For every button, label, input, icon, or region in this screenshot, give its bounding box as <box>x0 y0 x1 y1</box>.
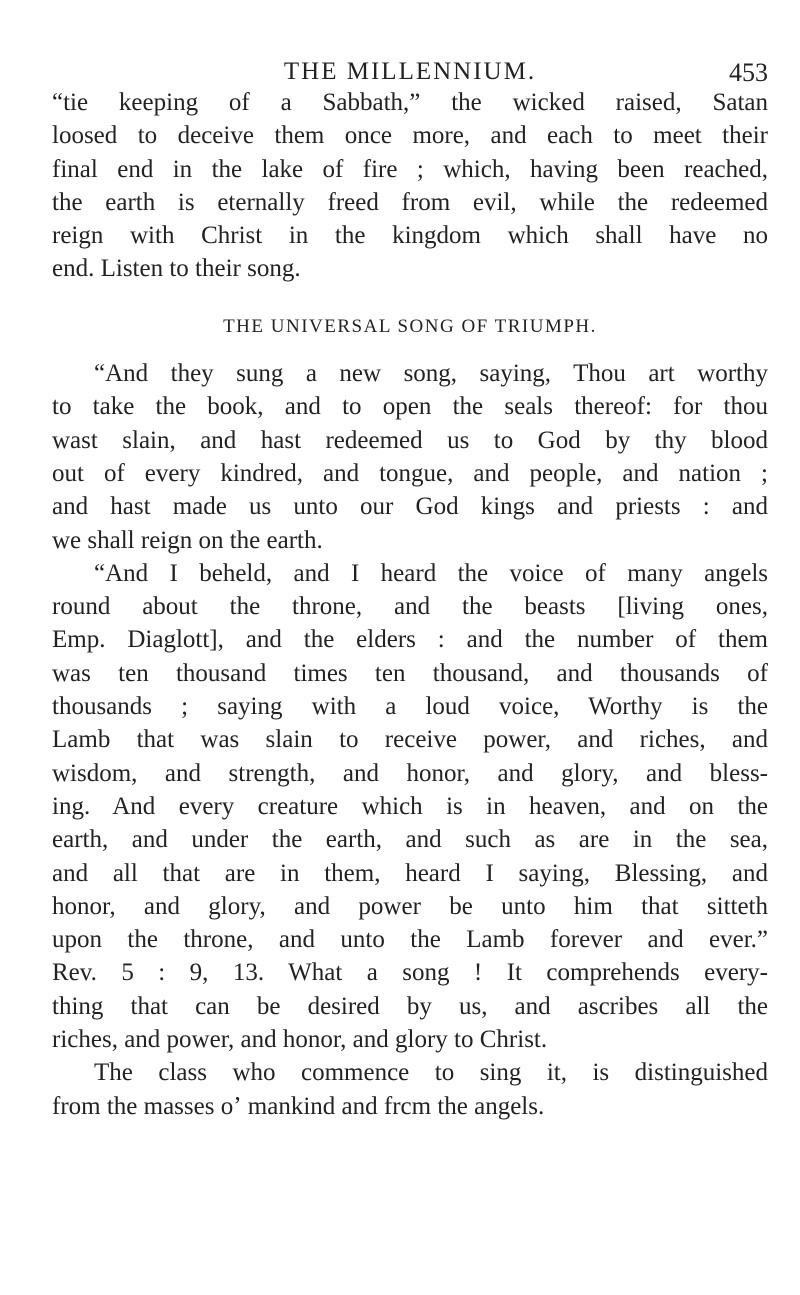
paragraph-angels <box>52 557 768 1056</box>
text-line: “tie keeping of a Sabbath,” the wicked raised, Satan <box>52 89 768 116</box>
text-line: “And I beheld, and I heard the voice of many angels <box>94 559 768 587</box>
text-line: thousands ; saying with a loud voice, Worthy is the <box>52 693 768 721</box>
text-line: wisdom, and strength, and honor, and glory, and bless- <box>52 759 768 787</box>
text-line: to take the book, and to open the seals thereof: for thou <box>52 393 768 421</box>
text-line: end. Listen to their song. <box>52 255 301 283</box>
text-line: and all that are in them, heard I saying, Blessing, and <box>52 859 768 887</box>
text-line: reign with Christ in the kingdom which shall have no <box>52 222 768 250</box>
section-heading: THE UNIVERSAL SONG OF TRIUMPH. <box>223 315 597 337</box>
paragraph-class <box>52 1056 768 1123</box>
text-line: thing that can be desired by us, and ascribes all the <box>52 992 768 1020</box>
text-line: wast slain, and hast redeemed us to God by thy blood <box>52 426 768 454</box>
text-line: was ten thousand times ten thousand, and thousands of <box>52 659 768 687</box>
text-line: Rev. 5 : 9, 13. What a song ! It comprehends every- <box>52 959 768 987</box>
text-line: upon the throne, and unto the Lamb forever and ever.” <box>52 926 768 954</box>
text-line: riches, and power, and honor, and glory to Christ. <box>52 1026 548 1054</box>
text-line: we shall reign on the earth. <box>52 526 323 554</box>
text-line: the earth is eternally freed from evil, while the redeemed <box>52 188 768 216</box>
text-line: earth, and under the earth, and such as are in the sea, <box>52 826 768 854</box>
page-number: 453 <box>729 58 768 87</box>
text-line: ing. And every creature which is in heaven, and on the <box>52 792 768 820</box>
text-line: from the masses oʼ mankind and frcm the angels. <box>52 1092 545 1120</box>
text-line: out of every kindred, and tongue, and people, and nation ; <box>52 459 768 487</box>
text-line: and hast made us unto our God kings and priests : and <box>52 493 768 521</box>
running-title: THE MILLENNIUM. <box>283 58 537 85</box>
text-line: final end in the lake of fire ; which, having been reached, <box>52 155 768 183</box>
text-line: Lamb that was slain to receive power, and riches, and <box>52 726 768 754</box>
text-line: honor, and glory, and power be unto him that sitteth <box>52 892 768 920</box>
text-line: The class who commence to sing it, is distinguished <box>94 1059 768 1087</box>
paragraph-intro <box>52 86 768 286</box>
text-line: Emp. Diaglott], and the elders : and the number of them <box>52 626 768 654</box>
text-line: loosed to deceive them once more, and each to meet their <box>52 122 768 150</box>
text-line: “And they sung a new song, saying, Thou art worthy <box>94 360 768 388</box>
text-line: round about the throne, and the beasts [living ones, <box>52 593 768 621</box>
body-text <box>52 86 768 1123</box>
paragraph-new-song <box>52 357 768 557</box>
